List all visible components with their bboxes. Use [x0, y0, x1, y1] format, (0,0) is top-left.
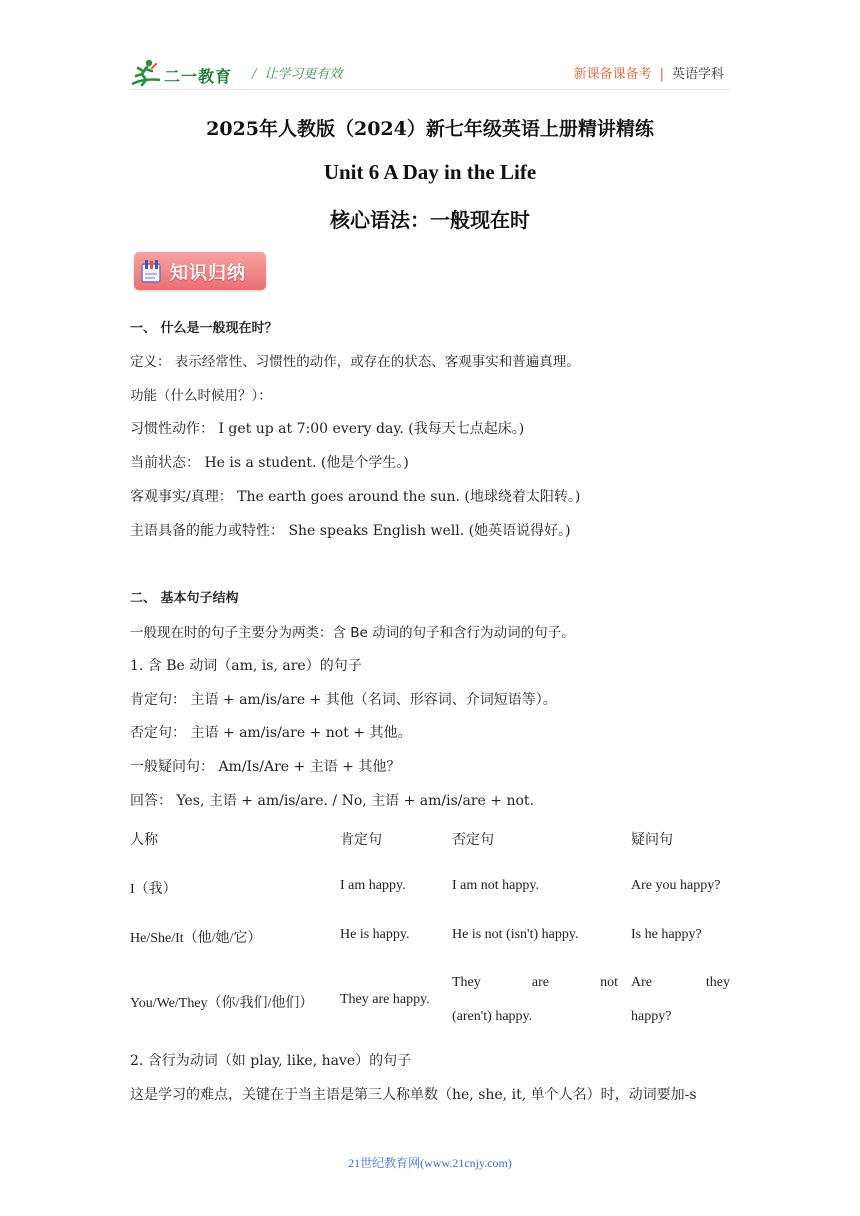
- section2-heading: 二、 基本句子结构: [130, 591, 239, 606]
- table-cell-word: They: [452, 975, 481, 990]
- table-cell: I am not happy.: [452, 878, 539, 893]
- example-line: 主语具备的能力或特性： She speaks English well. (她英语说得好。): [130, 523, 571, 539]
- table-cell-wrapped-line2: happy?: [631, 1009, 672, 1024]
- table-cell-word: not: [600, 975, 618, 990]
- document-title: 2025年人教版（2024）新七年级英语上册精讲精练: [206, 118, 654, 140]
- tag-course-prep: 新课备课备考: [573, 67, 652, 82]
- section1-heading: 一、 什么是一般现在时？: [130, 321, 278, 336]
- header-divider: [130, 89, 730, 90]
- function-label: 功能（什么时候用？）：: [130, 388, 272, 404]
- slogan: / 让学习更有效: [252, 67, 343, 82]
- table-cell-wrapped-line1: [631, 975, 730, 991]
- table-cell: He is not (isn't) happy.: [452, 927, 579, 942]
- question-pattern: 一般疑问句： Am/Is/Are + 主语 + 其他？: [130, 759, 401, 775]
- affirmative-pattern: 肯定句： 主语 + am/is/are + 其他（名词、形容词、介词短语等）。: [130, 692, 557, 708]
- example-line: 客观事实/真理： The earth goes around the sun. (地球绕着太阳转。): [130, 489, 581, 505]
- action-verb-subheading: 2. 含行为动词（如 play, like, have）的句子: [130, 1053, 412, 1069]
- table-cell: He is happy.: [340, 927, 410, 942]
- header-tags: [574, 63, 724, 82]
- table-cell-word: are: [531, 975, 549, 990]
- table-header-question: 疑问句: [631, 833, 673, 848]
- page-header: [130, 56, 730, 90]
- table-cell-wrapped-line1: [452, 975, 618, 991]
- running-man-logo-icon: [130, 58, 162, 88]
- grammar-title: 核心语法：一般现在时: [330, 208, 530, 232]
- logo-text: 二一教育: [164, 67, 233, 86]
- negative-pattern: 否定句： 主语 + am/is/are + not + 其他。: [130, 725, 412, 741]
- example-line: 习惯性动作： I get up at 7:00 every day. (我每天七点起床。): [130, 421, 525, 437]
- section2-intro: 一般现在时的句子主要分为两类：含 Be 动词的句子和含行为动词的句子。: [130, 625, 575, 641]
- example-line: 当前状态： He is a student. (他是个学生。): [130, 455, 409, 471]
- knowledge-summary-badge: [134, 252, 266, 290]
- badge-label: 知识归纳: [170, 263, 246, 284]
- page-footer: 21世纪教育网(www.21cnjy.com): [348, 1156, 512, 1170]
- table-cell: They are happy.: [340, 992, 430, 1007]
- table-cell: You/We/They（你/我们/他们）: [130, 996, 314, 1011]
- be-verb-subheading: 1. 含 Be 动词（am, is, are）的句子: [130, 658, 362, 674]
- definition-line: 定义： 表示经常性、习惯性的动作，或存在的状态、客观事实和普遍真理。: [130, 354, 580, 370]
- table-cell: He/She/It（他/她/它）: [130, 931, 262, 946]
- table-header-person: 人称: [130, 833, 158, 848]
- table-cell-word: they: [705, 975, 730, 990]
- table-header-affirmative: 肯定句: [340, 833, 382, 848]
- action-verb-text: 这是学习的难点，关键在于当主语是第三人称单数（he, she, it, 单个人名）时，动词要加-s: [130, 1087, 697, 1103]
- table-cell: Is he happy?: [631, 927, 702, 942]
- tag-separator: |: [659, 67, 664, 82]
- table-header-negative: 否定句: [452, 833, 494, 848]
- table-cell-wrapped-line2: (aren't) happy.: [452, 1009, 533, 1024]
- unit-title: Unit 6 A Day in the Life: [323, 160, 537, 184]
- table-cell-word: Are: [631, 975, 652, 990]
- slogan-text: 让学习更有效: [264, 67, 343, 82]
- tag-subject: 英语学科: [671, 67, 724, 82]
- answer-pattern: 回答： Yes, 主语 + am/is/are. / No, 主语 + am/is/are + not.: [130, 793, 534, 809]
- table-cell: I（我）: [130, 882, 177, 897]
- table-cell: I am happy.: [340, 878, 406, 893]
- book-icon: [140, 258, 162, 284]
- table-cell: Are you happy?: [631, 878, 721, 893]
